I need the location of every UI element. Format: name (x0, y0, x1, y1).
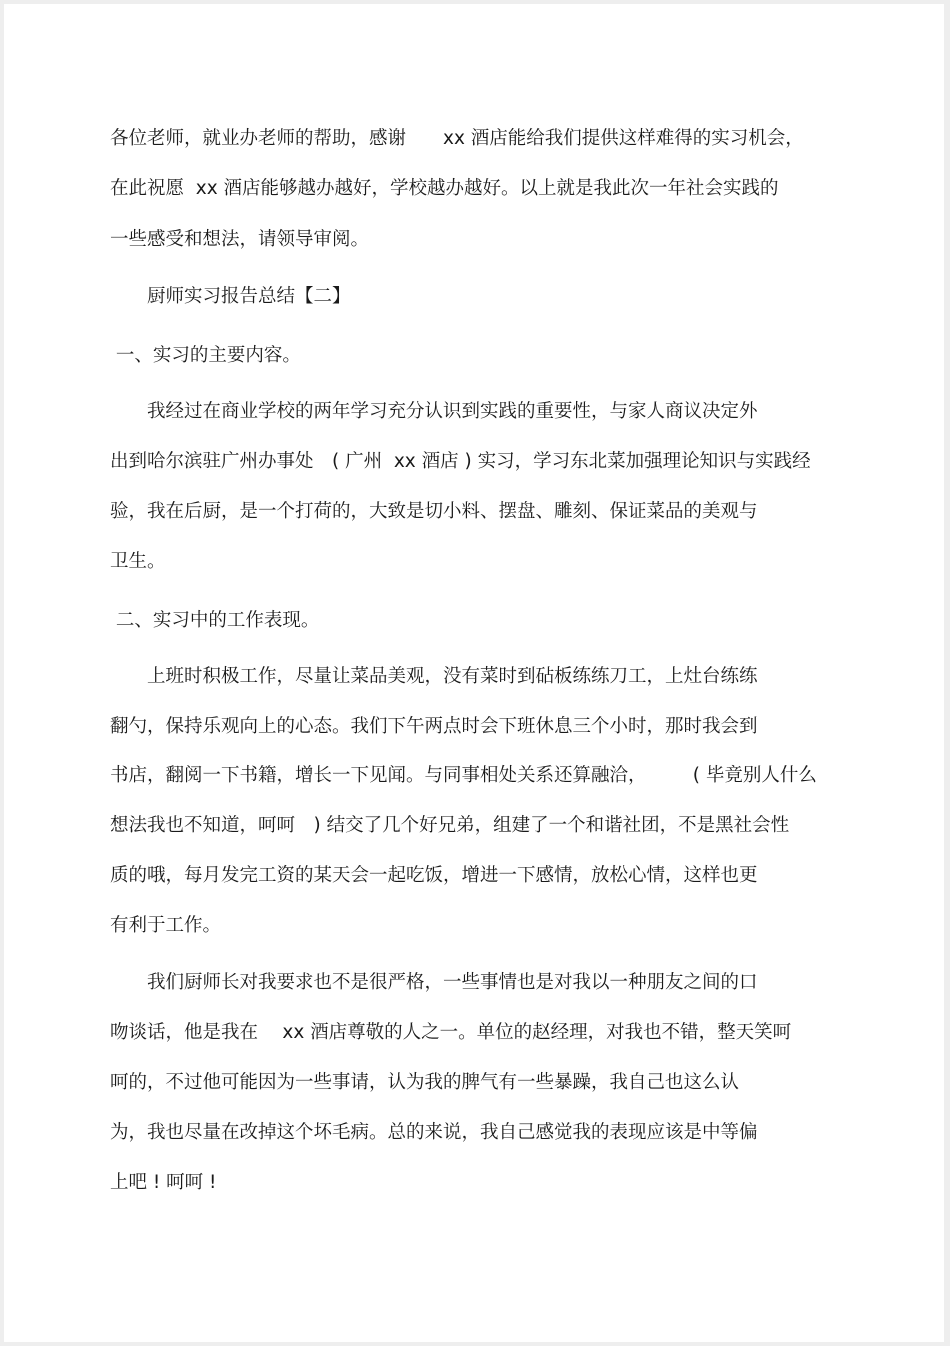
paragraph-line: 质的哦，每月发完工资的某天会一起吃饭，增进一下感情，放松心情，这样也更 (110, 865, 758, 886)
paragraph-line: 我经过在商业学校的两年学习充分认识到实践的重要性，与家人商议决定外 (110, 401, 758, 422)
paragraph-line: 卫生。 (110, 551, 166, 572)
paragraph-line: 有利于工作。 (110, 915, 222, 936)
paragraph-line: 上吧 ! 呵呵 ! (110, 1172, 217, 1193)
paragraph-line: 想法我也不知道，呵呵 ) 结交了几个好兄弟，组建了一个和谐社团，不是黑社会性 (110, 815, 790, 836)
section-heading: 一、实习的主要内容。 (110, 345, 301, 366)
paragraph-line: 翻勺，保持乐观向上的心态。我们下午两点时会下班休息三个小时，那时我会到 (110, 716, 758, 737)
section-heading: 二、实习中的工作表现。 (110, 610, 320, 631)
paragraph-line: 出到哈尔滨驻广州办事处 ( 广州 xx 酒店 ) 实习，学习东北菜加强理论知识与实践经 (110, 451, 811, 472)
paragraph-line: 验，我在后厨，是一个打荷的，大致是切小料、摆盘、雕刻、保证菜品的美观与 (110, 501, 758, 522)
paragraph-line: 为，我也尽量在改掉这个坏毛病。总的来说，我自己感觉我的表现应该是中等偏 (110, 1122, 758, 1143)
paragraph-line: 呵的，不过他可能因为一些事请，认为我的脾气有一些暴躁，我自己也这么认 (110, 1072, 740, 1093)
document-page (4, 4, 944, 1342)
paragraph-line: 一些感受和想法，请领导审阅。 (110, 229, 370, 250)
paragraph-line: 书店，翻阅一下书籍，增长一下见闻。与同事相处关系还算融洽， ( 毕竟别人什么 (110, 765, 817, 786)
paragraph-line: 上班时积极工作，尽量让菜品美观，没有菜时到砧板练练刀工，上灶台练练 (110, 666, 758, 687)
paragraph-line: 我们厨师长对我要求也不是很严格，一些事情也是对我以一种朋友之间的口 (110, 972, 758, 993)
paragraph-line: 吻谈话，他是我在 xx 酒店尊敬的人之一。单位的赵经理，对我也不错，整天笑呵 (110, 1022, 792, 1043)
section-title: 厨师实习报告总结【二】 (110, 286, 351, 307)
paragraph-line: 各位老师，就业办老师的帮助，感谢 xx 酒店能给我们提供这样难得的实习机会， (110, 128, 804, 149)
paragraph-line: 在此祝愿 xx 酒店能够越办越好，学校越办越好。以上就是我此次一年社会实践的 (110, 178, 779, 199)
